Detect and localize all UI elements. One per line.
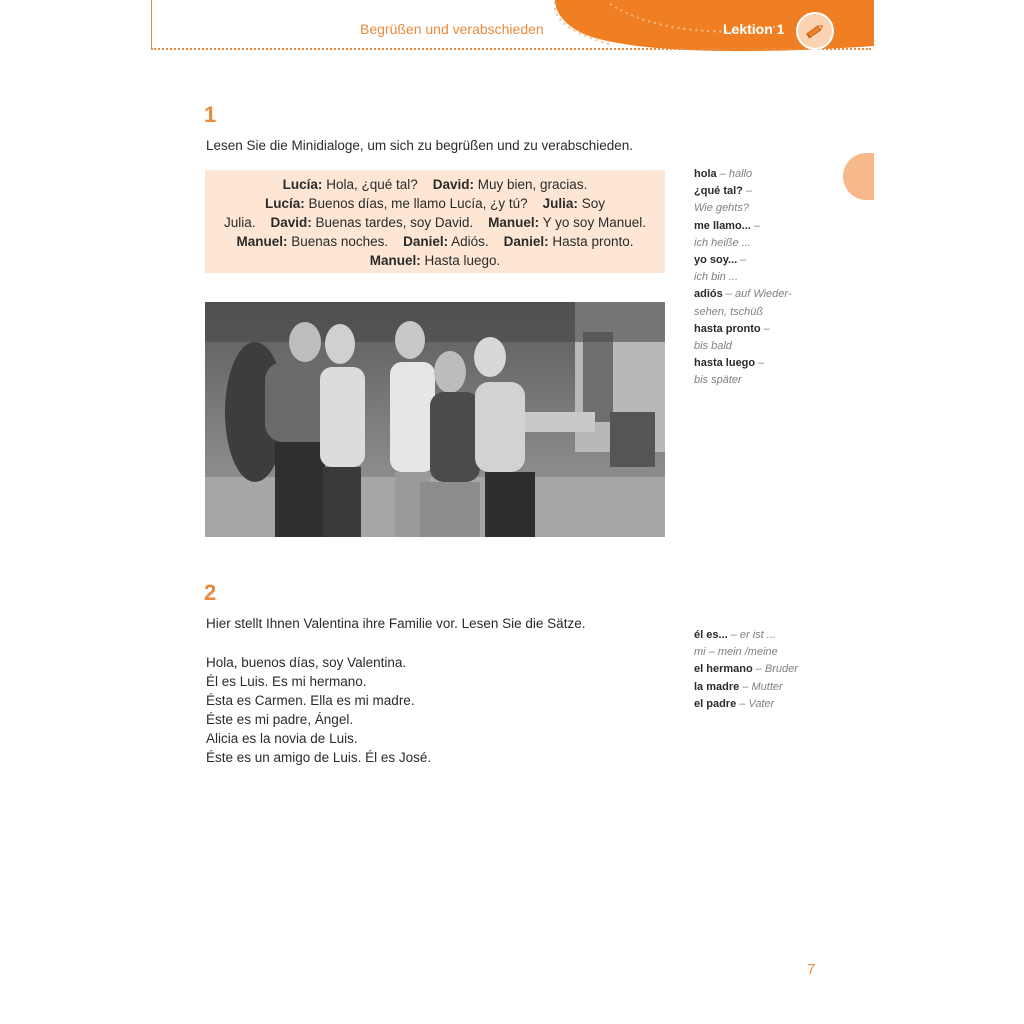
vocab-translation: er ist ... bbox=[739, 629, 776, 641]
vocab-translation: mi – mein /meine bbox=[694, 646, 778, 659]
family-sentences bbox=[206, 653, 431, 767]
vocab-term: hola bbox=[694, 168, 717, 180]
vocab-separator: – bbox=[722, 288, 735, 301]
vocab-translation: ich heiße ... bbox=[694, 236, 751, 249]
dialogue-speaker: Julia: bbox=[542, 196, 578, 211]
dialogue-text: Adiós. bbox=[448, 234, 504, 249]
vocab-separator: – bbox=[742, 185, 753, 198]
vocab-entry bbox=[694, 355, 824, 389]
vocab-separator: – bbox=[755, 357, 765, 370]
vocab-term: ¿qué tal? bbox=[694, 185, 743, 198]
dialogue-speaker: Lucía: bbox=[265, 196, 305, 211]
vocab-term: hasta luego bbox=[694, 357, 756, 370]
vocab-translation: Vater bbox=[748, 697, 775, 710]
exercise-1-instruction: Lesen Sie die Minidialoge, um sich zu begrüßen und zu verabschieden. bbox=[206, 138, 634, 153]
dialogue-line bbox=[215, 232, 655, 251]
page-number: 7 bbox=[807, 961, 816, 978]
sentence-line: Éste es mi padre, Ángel. bbox=[206, 712, 354, 727]
vocab-entry bbox=[694, 218, 824, 252]
sentence-line: Alicia es la novia de Luis. bbox=[206, 731, 358, 746]
vocab-term: el padre bbox=[694, 697, 737, 710]
header-border-line bbox=[151, 0, 152, 50]
vocab-entry bbox=[694, 252, 824, 286]
vocab-entry bbox=[694, 286, 824, 320]
sentence-line: Ésta es Carmen. Ella es mi madre. bbox=[206, 693, 415, 708]
vocab-entry bbox=[694, 183, 824, 217]
exercise-number-1: 1 bbox=[204, 102, 217, 127]
vocab-term: él es... bbox=[694, 629, 728, 641]
vocab-separator: – bbox=[716, 168, 729, 180]
vocab-translation: ich bin ... bbox=[694, 271, 739, 284]
vocab-entry bbox=[694, 627, 824, 644]
dialogue-line bbox=[215, 213, 655, 232]
photo-people-greeting bbox=[205, 302, 665, 537]
vocab-term: el hermano bbox=[694, 663, 753, 676]
dialogue-speaker: David: bbox=[432, 177, 475, 192]
vocab-translation: Wie gehts? bbox=[694, 202, 749, 215]
vocab-term: me llamo... bbox=[694, 219, 751, 232]
vocab-separator: – bbox=[739, 680, 752, 693]
dialogue-speaker: Manuel: bbox=[369, 253, 421, 268]
sentence-line: Éste es un amigo de Luis. Él es José. bbox=[206, 750, 432, 765]
dialogue-text: Y yo soy Manuel. bbox=[539, 215, 646, 230]
dialogue-text: Buenas tardes, soy David. bbox=[311, 215, 489, 230]
dialogue-line bbox=[215, 175, 655, 194]
dialogue-text: Buenos días, me llamo Lucía, ¿y tú? bbox=[304, 196, 543, 211]
dialogue-text: Soy bbox=[577, 196, 605, 211]
pencil-icon bbox=[796, 12, 834, 50]
dialogue-text: Hasta pronto. bbox=[548, 234, 634, 249]
vocab-separator: – bbox=[760, 322, 770, 335]
dialogue-box bbox=[205, 170, 665, 273]
vocab-translation: Mutter bbox=[751, 680, 783, 693]
vocab-term: hasta pronto bbox=[694, 322, 761, 335]
lesson-label: Lektion 1 bbox=[723, 21, 785, 37]
vocab-entry bbox=[694, 644, 824, 661]
vocab-translation: Bruder bbox=[764, 663, 798, 676]
vocab-term: yo soy... bbox=[694, 254, 738, 267]
sentence-line: Hola, buenos días, soy Valentina. bbox=[206, 655, 407, 670]
dialogue-speaker: Daniel: bbox=[403, 234, 449, 249]
vocab-translation: auf Wieder- sehen, tschüß bbox=[694, 288, 792, 318]
vocab-term: adiós bbox=[694, 288, 723, 301]
dialogue-speaker: Daniel: bbox=[503, 234, 549, 249]
vocab-translation: bis später bbox=[694, 374, 742, 387]
dialogue-text: Julia. bbox=[224, 215, 271, 230]
exercise-number-2: 2 bbox=[204, 580, 217, 605]
exercise-2-instruction: Hier stellt Ihnen Valentina ihre Familie vor. Lesen Sie die Sätze. bbox=[206, 616, 586, 631]
dialogue-speaker: Manuel: bbox=[236, 234, 288, 249]
dialogue-speaker: David: bbox=[270, 215, 312, 230]
vocab-entry bbox=[694, 696, 824, 713]
vocab-translation: hallo bbox=[728, 168, 753, 180]
sentence-line: Él es Luis. Es mi hermano. bbox=[206, 674, 367, 689]
vocab-separator: – bbox=[727, 629, 740, 641]
vocab-translation: bis bald bbox=[694, 340, 732, 353]
vocab-term: la madre bbox=[694, 680, 740, 693]
dialogue-text: Hola, ¿qué tal? bbox=[322, 177, 433, 192]
side-tab-marker bbox=[843, 153, 874, 200]
header-dotted-line bbox=[151, 48, 871, 50]
dialogue-text: Buenas noches. bbox=[287, 234, 404, 249]
section-title: Begrüßen und verabschieden bbox=[360, 21, 544, 37]
dialogue-line bbox=[215, 251, 655, 270]
vocabulary-list-1 bbox=[694, 166, 824, 390]
vocabulary-list-2 bbox=[694, 627, 824, 713]
dialogue-line bbox=[215, 194, 655, 213]
dialogue-speaker: Lucía: bbox=[282, 177, 323, 192]
vocab-entry bbox=[694, 661, 824, 678]
vocab-separator: – bbox=[737, 254, 747, 267]
dialogue-text: Hasta luego. bbox=[420, 253, 501, 268]
vocab-entry bbox=[694, 321, 824, 355]
dialogue-text: Muy bien, gracias. bbox=[474, 177, 588, 192]
vocab-separator: – bbox=[752, 663, 765, 676]
vocab-separator: – bbox=[750, 219, 761, 232]
vocab-separator: – bbox=[736, 697, 749, 710]
vocab-entry bbox=[694, 679, 824, 696]
vocab-entry bbox=[694, 166, 824, 183]
dialogue-speaker: Manuel: bbox=[488, 215, 540, 230]
